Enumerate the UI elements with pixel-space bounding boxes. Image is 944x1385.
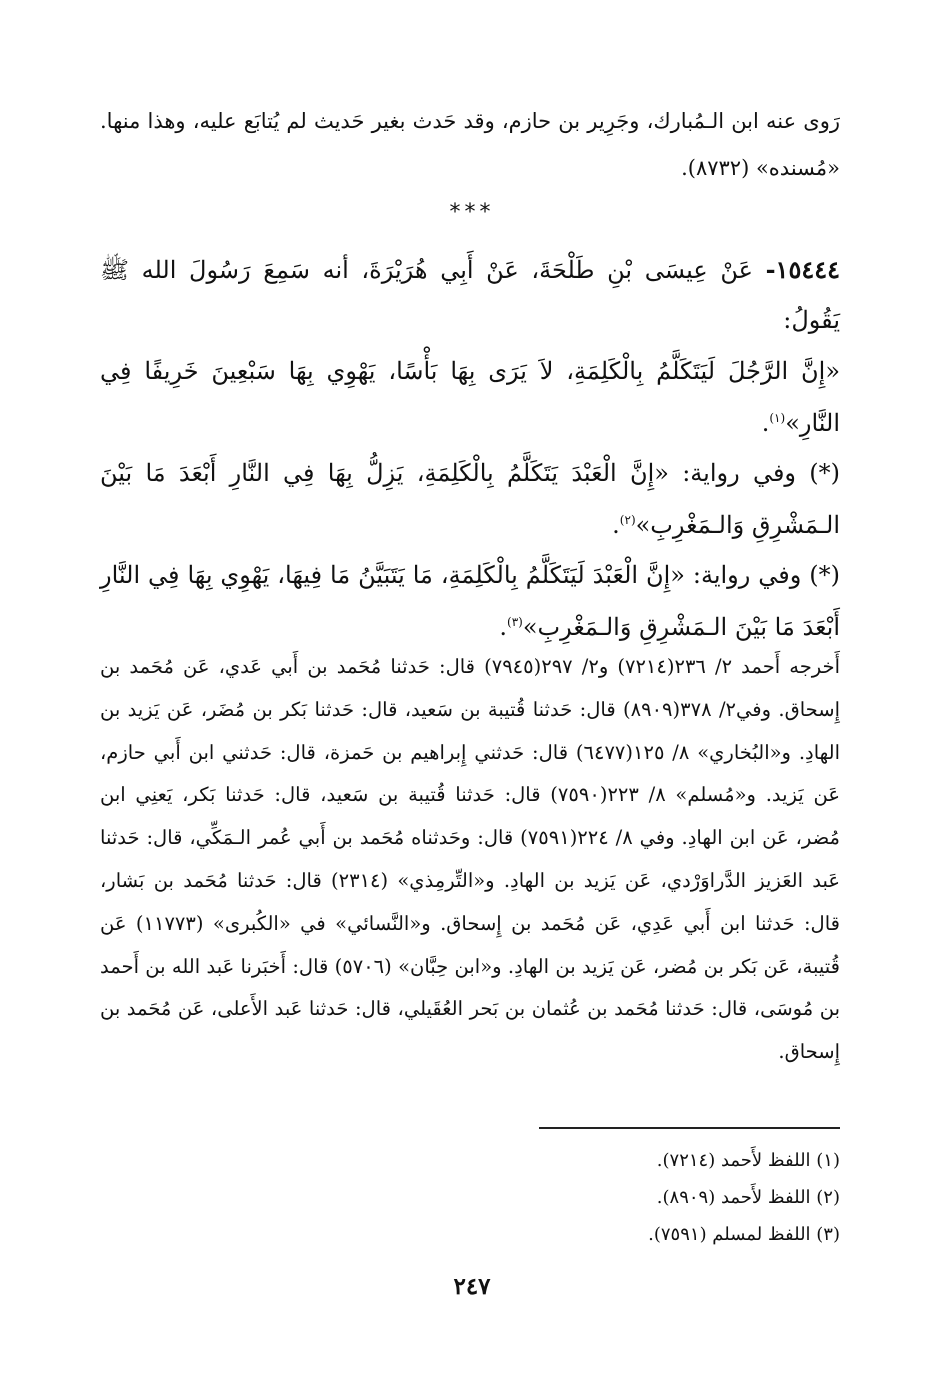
hadith-number: ١٥٤٤٤- [765,255,840,284]
matn-text: «إِنَّ الرَّجُلَ لَيَتَكَلَّمُ بِالْكَلِمَةِ، لاَ يَرَى بِهَا بَأْسًا، يَهْوِي بِهَا سَبْعِينَ خَرِيفًا فِي النَّارِ» [100,357,840,437]
hadith-heading [100,245,840,345]
footnote-3: (٣) اللفظ لمسلم (٧٥٩١). [648,1224,840,1245]
matn-end: . [761,409,770,437]
intro-paragraph: رَوى عنه ابن الـمُبارك، وجَرِير بن حازم، وقد حَدث بغير حَديث لم يُتابَع عليه، وهذا منها. «مُسنده» (٨٧٣٢). [100,109,840,180]
footnote-divider [539,1127,840,1129]
section-separator: *** [449,200,495,225]
variant-2-text: (*) وفي رواية: «إِنَّ الْعَبْدَ لَيَتَكَلَّمُ بِالْكَلِمَةِ، مَا يَتَبَيَّنُ مَا فِيهَا، يَهْوِي بِهَا فِي النَّارِ أَبْعَدَ مَا بَيْنَ الـمَشْرِقِ وَالـمَغْرِبِ» [100,561,840,641]
footnote-ref-1[interactable]: (١) [769,411,786,425]
footnote-ref-2[interactable]: (٢) [619,513,636,527]
takhrij-paragraph: أَخرجه أَحمد ٢/ ٢٣٦(٧٢١٤) و٢/ ٢٩٧(٧٩٤٥) قال: حَدثنا مُحَمد بن أَبي عَدي، عَن مُحَمد بن إِسحاق. وفي٢/ ٣٧٨(٨٩٠٩) قال: حَدثنا قُتيبة بن سَعيد، قال: حَدثنا بَكر بن مُضَر، عَن يَزيد بن الهادِ. و«البُخاري» ٨/ ١٢٥(٦٤٧٧) قال: حَدثني إِبراهيم بن حَمزة، قال: حَدثني ابن أَبي حازم، عَن يَزيد. و«مُسلم» ٨/ ٢٢٣(٧٥٩٠) قال: حَدثنا قُتيبة بن سَعيد، قال: حَدثنا بَكر، يَعنِي ابن مُضر، عَن ابن الهادِ. وفي ٨/ ٢٢٤(٧٥٩١) قال: وحَدثناه مُحَمد بن أَبي عُمر الـمَكِّي، قال: حَدثنا عَبد العَزيز الدَّراوَرْدي، عَن يَزيد بن الهادِ. و«التِّرمِذي» (٢٣١٤) قال: حَدثنا مُحَمد بن بَشار، قال: حَدثنا ابن أَبي عَدِي، عَن مُحَمد بن إِسحاق. و«النَّسائي» في «الكُبرى» (١١٧٧٣) عَن قُتيبة، عَن بَكر بن مُضر، عَن يَزيد بن الهادِ. و«ابن حِبَّان» (٥٧٠٦) قال: أَخبَرنا عَبد الله بن أَحمد بن مُوسَى، قال: حَدثنا مُحَمد بن عُثمان بن بَحر العُقَيلي، قال: حَدثنا عَبد الأَعلى، عَن مُحَمد بن إِسحاق. [100,655,841,1064]
footnote-ref-3[interactable]: (٣) [507,615,523,629]
footnotes [100,1142,840,1253]
variant-2-end: . [499,613,508,641]
variant-1-text: (*) وفي رواية: «إِنَّ الْعَبْدَ يَتَكَلَّمُ بِالْكَلِمَةِ، يَزِلُّ بِهَا فِي النَّارِ أَبْعَدَ مَا بَيْنَ الـمَشْرِقِ وَالـمَغْرِبِ» [100,459,840,539]
hadith-variant-1 [100,447,840,551]
hadith-matn [100,345,840,449]
hadith-variant-2 [100,549,840,653]
hadith-isnad: عَنْ عِيسَى بْنِ طَلْحَةَ، عَنْ أَبِي هُرَيْرَةَ، أنه سَمِعَ رَسُولَ الله ﷺ يَقُولُ: [100,256,840,334]
footnote-1: (١) اللفظ لأَحمد (٧٢١٤). [656,1150,840,1171]
variant-1-end: . [612,511,620,539]
footnote-2: (٢) اللفظ لأَحمد (٨٩٠٩). [656,1187,840,1208]
page-number: ٢٤٧ [453,1273,491,1300]
